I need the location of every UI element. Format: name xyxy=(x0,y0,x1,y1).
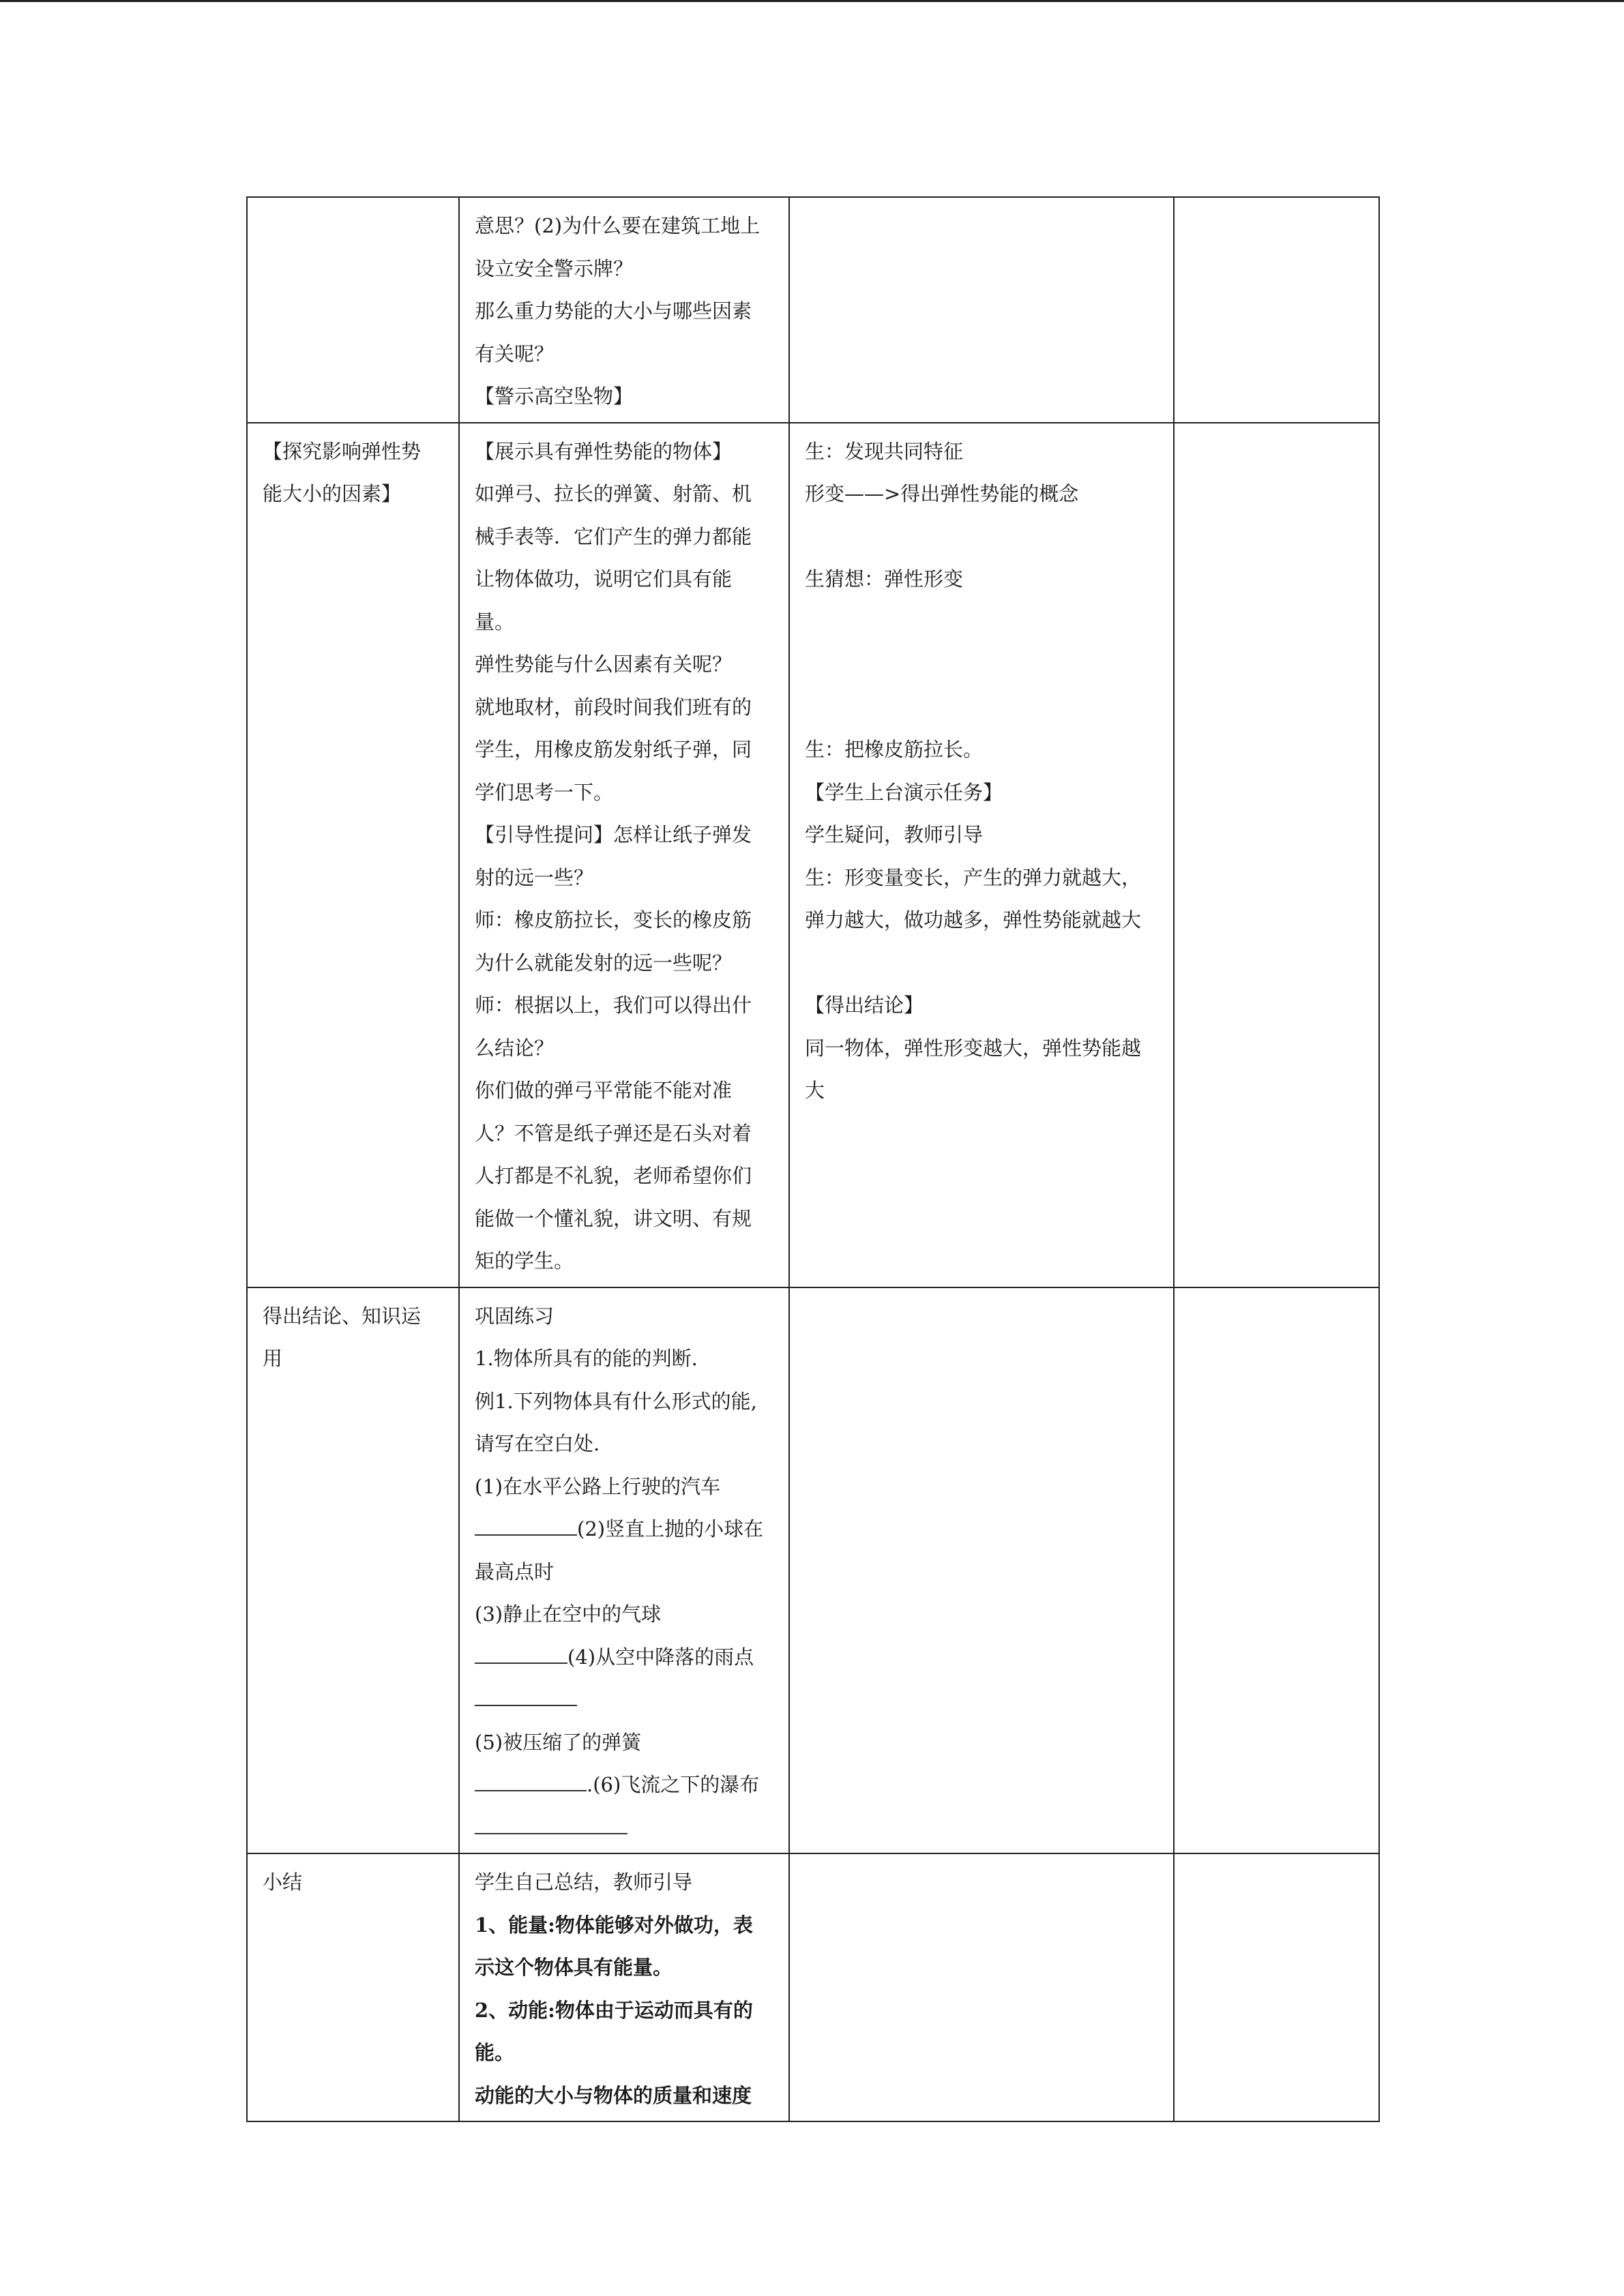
notes-cell xyxy=(1174,1853,1379,2121)
text-line: 2、动能:物体由于运动而具有的 xyxy=(475,1998,753,2022)
stage-cell xyxy=(247,423,459,1287)
text-line-part: (4)从空中降落的雨点 xyxy=(567,1645,754,1669)
text-line: (3)静止在空中的气球 xyxy=(475,1602,662,1626)
text-line: 生猜想：弹性形变 xyxy=(805,567,964,591)
text-line: (5)被压缩了的弹簧 xyxy=(475,1730,642,1754)
text-line: 1、能量:物体能够对外做功，表 xyxy=(475,1913,753,1937)
text-line xyxy=(475,1508,773,1551)
student-activity-cell xyxy=(789,423,1174,1287)
text-line: 射的远一些？ xyxy=(475,865,594,889)
table-row xyxy=(247,197,1379,423)
text-line: 学生疑问，教师引导 xyxy=(805,823,984,846)
spacer xyxy=(805,942,1158,985)
text-line: 学生自己总结，教师引导 xyxy=(475,1870,693,1894)
answer-blank xyxy=(475,1767,587,1791)
table-row xyxy=(247,1853,1379,2121)
student-activity-cell xyxy=(789,1287,1174,1854)
text-line: 师：根据以上，我们可以得出什 xyxy=(475,994,752,1017)
text-line: (1)在水平公路上行驶的汽车 xyxy=(475,1474,721,1498)
text-line: 动能的大小与物体的质量和速度 xyxy=(475,2083,752,2107)
text-line: 【展示具有弹性势能的物体】 xyxy=(475,439,733,463)
text-line: 意思？(2)为什么要在建筑工地上 xyxy=(475,214,761,237)
text-line xyxy=(475,1763,773,1806)
text-line: 矩的学生。 xyxy=(475,1249,574,1272)
text-line: 得出结论、知识运 xyxy=(263,1304,422,1328)
table-row xyxy=(247,1287,1379,1854)
text-line-part: .(6)飞流之下的瀑布 xyxy=(587,1773,760,1796)
text-line: 师：橡皮筋拉长，变长的橡皮筋 xyxy=(475,908,752,931)
teacher-activity-cell xyxy=(459,1853,789,2121)
answer-blank xyxy=(475,1682,577,1706)
text-line: 【警示高空坠物】 xyxy=(475,385,634,408)
text-line: 人？不管是纸子弹还是石头对着 xyxy=(475,1121,752,1145)
text-line: 用 xyxy=(263,1347,283,1370)
text-line: 让物体做功，说明它们具有能 xyxy=(475,567,733,591)
text-line: 同一物体，弹性形变越大，弹性势能越 xyxy=(805,1036,1142,1060)
text-line: 例1.下列物体具有什么形式的能, xyxy=(475,1389,757,1413)
text-line: 学生，用橡皮筋发射纸子弹，同 xyxy=(475,738,752,761)
text-line: 请写在空白处. xyxy=(475,1432,600,1455)
stage-cell xyxy=(247,197,459,423)
page-top-border xyxy=(0,0,1624,2)
text-line: 小结 xyxy=(263,1870,303,1894)
text-line: 巩固练习 xyxy=(475,1304,555,1328)
text-line: 量。 xyxy=(475,610,515,633)
text-line: 弹性势能与什么因素有关呢？ xyxy=(475,653,733,676)
notes-cell xyxy=(1174,1287,1379,1854)
text-line-part: (2)竖直上抛的小球在 xyxy=(577,1517,764,1540)
stage-cell xyxy=(247,1853,459,2121)
text-line: 械手表等．它们产生的弹力都能 xyxy=(475,524,752,548)
text-line: 最高点时 xyxy=(475,1560,555,1583)
text-line: 那么重力势能的大小与哪些因素 xyxy=(475,299,752,323)
stage-cell xyxy=(247,1287,459,1854)
text-line xyxy=(475,1678,773,1721)
text-line: 么结论？ xyxy=(475,1036,555,1060)
text-line: 能做一个懂礼貌，讲文明、有规 xyxy=(475,1206,752,1230)
text-line: 生：把橡皮筋拉长。 xyxy=(805,738,984,761)
text-line xyxy=(475,1636,773,1679)
text-line: 为什么就能发射的远一些呢？ xyxy=(475,951,733,974)
teacher-activity-cell xyxy=(459,423,789,1287)
text-line xyxy=(475,1806,773,1849)
answer-blank xyxy=(475,1639,567,1664)
text-line: 有关呢？ xyxy=(475,342,555,366)
spacer xyxy=(805,601,1158,729)
student-activity-cell xyxy=(789,197,1174,423)
text-line: 1.物体所具有的能的判断. xyxy=(475,1347,698,1370)
text-line: 【引导性提问】怎样让纸子弹发 xyxy=(475,823,752,846)
text-line: 形变——>得出弹性势能的概念 xyxy=(805,482,1079,505)
text-line: 生：形变量变长，产生的弹力就越大， xyxy=(805,865,1142,889)
answer-blank xyxy=(475,1511,577,1536)
text-line: 能大小的因素】 xyxy=(263,482,402,505)
text-line: 就地取材，前段时间我们班有的 xyxy=(475,695,752,719)
notes-cell xyxy=(1174,197,1379,423)
teacher-activity-cell xyxy=(459,1287,789,1854)
text-line: 学们思考一下。 xyxy=(475,780,614,804)
text-line: 如弹弓、拉长的弹簧、射箭、机 xyxy=(475,482,752,505)
answer-blank xyxy=(475,1810,628,1834)
text-line: 能。 xyxy=(475,2041,515,2064)
text-line: 【学生上台演示任务】 xyxy=(805,780,1003,804)
text-line: 你们做的弹弓平常能不能对准 xyxy=(475,1079,733,1102)
table-row xyxy=(247,423,1379,1287)
text-line: 示这个物体具有能量。 xyxy=(475,1956,673,1979)
text-line: 生：发现共同特征 xyxy=(805,439,964,463)
spacer xyxy=(805,516,1158,558)
text-line: 【探究影响弹性势 xyxy=(263,439,422,463)
lesson-plan-table xyxy=(246,196,1380,2122)
student-activity-cell xyxy=(789,1853,1174,2121)
text-line: 【得出结论】 xyxy=(805,994,924,1017)
teacher-activity-cell xyxy=(459,197,789,423)
text-line: 弹力越大，做功越多，弹性势能就越大 xyxy=(805,908,1142,931)
text-line: 大 xyxy=(805,1079,825,1102)
text-line: 设立安全警示牌？ xyxy=(475,256,634,280)
text-line: 人打都是不礼貌，老师希望你们 xyxy=(475,1164,752,1187)
notes-cell xyxy=(1174,423,1379,1287)
